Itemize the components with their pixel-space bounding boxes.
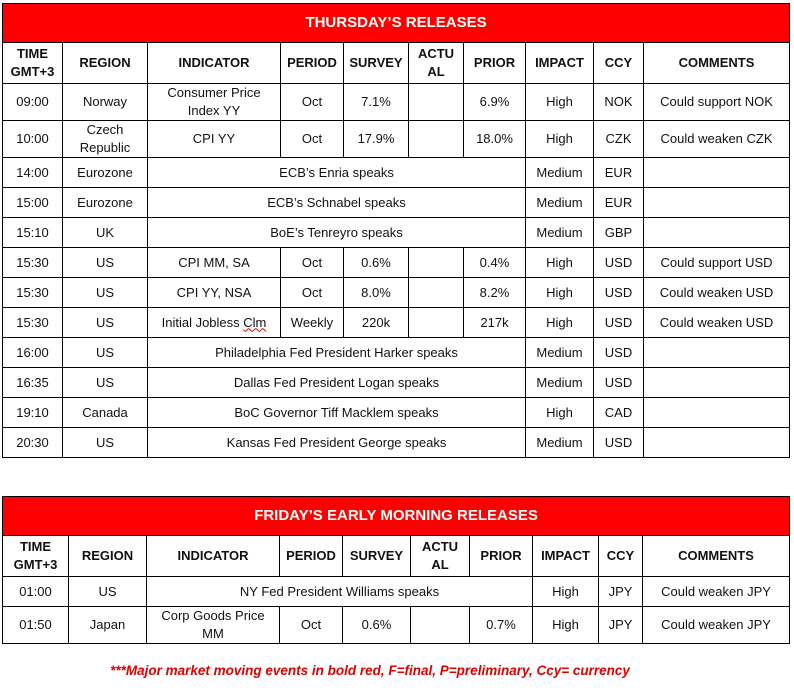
cell-time: 20:30 [3, 428, 63, 458]
cell-comments: Could weaken USD [644, 278, 790, 308]
cell-impact: Medium [526, 218, 594, 248]
header-comments: COMMENTS [643, 536, 790, 577]
header-time: TIME GMT+3 [3, 536, 69, 577]
cell-ccy: EUR [594, 188, 644, 218]
cell-period: Oct [281, 84, 344, 121]
cell-actual [409, 84, 464, 121]
cell-time: 01:50 [3, 607, 69, 644]
cell-indicator: CPI YY, NSA [148, 278, 281, 308]
cell-impact: High [526, 308, 594, 338]
footnote: ***Major market moving events in bold red, F=final, P=preliminary, Ccy= currency [110, 663, 630, 678]
cell-region: US [69, 577, 147, 607]
table-row [3, 188, 790, 218]
cell-survey: 220k [344, 308, 409, 338]
header-actual: ACTU AL [411, 536, 470, 577]
header-comments: COMMENTS [644, 43, 790, 84]
cell-actual [411, 607, 470, 644]
table-row [3, 121, 790, 158]
cell-indicator [148, 308, 281, 338]
cell-region: Eurozone [63, 158, 148, 188]
header-period: PERIOD [280, 536, 343, 577]
cell-impact: High [526, 248, 594, 278]
indicator-text: Initial Jobless [161, 314, 244, 330]
header-region: REGION [63, 43, 148, 84]
cell-impact: Medium [526, 428, 594, 458]
cell-survey: 0.6% [344, 248, 409, 278]
table-row [3, 248, 790, 278]
cell-indicator: CPI MM, SA [148, 248, 281, 278]
cell-event: ECB’s Enria speaks [148, 158, 526, 188]
cell-impact: High [526, 84, 594, 121]
table-row [3, 158, 790, 188]
cell-time: 15:30 [3, 248, 63, 278]
cell-ccy: USD [594, 428, 644, 458]
cell-actual [409, 121, 464, 158]
cell-prior: 8.2% [464, 278, 526, 308]
cell-prior: 0.4% [464, 248, 526, 278]
cell-indicator: CPI YY [148, 121, 281, 158]
cell-event: Kansas Fed President George speaks [148, 428, 526, 458]
thursday-title: THURSDAY’S RELEASES [3, 4, 790, 43]
cell-prior: 217k [464, 308, 526, 338]
cell-region: US [63, 248, 148, 278]
friday-releases-table [2, 496, 790, 644]
cell-ccy: USD [594, 338, 644, 368]
cell-time: 19:10 [3, 398, 63, 428]
cell-time: 15:30 [3, 308, 63, 338]
table-row [3, 278, 790, 308]
cell-period: Oct [281, 121, 344, 158]
indicator-text-spellcheck: Clm [243, 314, 267, 330]
cell-ccy: GBP [594, 218, 644, 248]
cell-survey: 8.0% [344, 278, 409, 308]
header-survey: SURVEY [344, 43, 409, 84]
table-row [3, 607, 790, 644]
cell-actual [409, 248, 464, 278]
header-indicator: INDICATOR [148, 43, 281, 84]
table-row [3, 308, 790, 338]
cell-region: Eurozone [63, 188, 148, 218]
cell-region: Czech Republic [63, 121, 148, 158]
cell-region: Norway [63, 84, 148, 121]
cell-ccy: JPY [599, 607, 643, 644]
cell-comments: Could weaken USD [644, 308, 790, 338]
cell-time: 14:00 [3, 158, 63, 188]
cell-region: US [63, 308, 148, 338]
table-row [3, 398, 790, 428]
header-ccy: CCY [599, 536, 643, 577]
cell-survey: 17.9% [344, 121, 409, 158]
header-impact: IMPACT [526, 43, 594, 84]
cell-event: Dallas Fed President Logan speaks [148, 368, 526, 398]
cell-survey: 0.6% [343, 607, 411, 644]
cell-time: 15:10 [3, 218, 63, 248]
cell-ccy: USD [594, 368, 644, 398]
table-header-row [3, 536, 790, 577]
cell-comments: Could support NOK [644, 84, 790, 121]
cell-region: Canada [63, 398, 148, 428]
cell-ccy: CAD [594, 398, 644, 428]
cell-survey: 7.1% [344, 84, 409, 121]
cell-comments [644, 188, 790, 218]
cell-ccy: CZK [594, 121, 644, 158]
thursday-releases-table [2, 3, 790, 458]
cell-event: BoE’s Tenreyro speaks [148, 218, 526, 248]
table-row [3, 577, 790, 607]
cell-comments [644, 368, 790, 398]
cell-impact: Medium [526, 158, 594, 188]
cell-ccy: USD [594, 308, 644, 338]
header-actual: ACTU AL [409, 43, 464, 84]
cell-event: NY Fed President Williams speaks [147, 577, 533, 607]
cell-time: 15:30 [3, 278, 63, 308]
cell-impact: High [526, 121, 594, 158]
cell-comments [644, 218, 790, 248]
cell-time: 16:00 [3, 338, 63, 368]
cell-time: 10:00 [3, 121, 63, 158]
cell-comments: Could weaken JPY [643, 577, 790, 607]
cell-period: Oct [280, 607, 343, 644]
header-survey: SURVEY [343, 536, 411, 577]
cell-ccy: EUR [594, 158, 644, 188]
cell-ccy: USD [594, 248, 644, 278]
cell-actual [409, 308, 464, 338]
header-indicator: INDICATOR [147, 536, 280, 577]
cell-region: Japan [69, 607, 147, 644]
cell-comments: Could weaken JPY [643, 607, 790, 644]
cell-indicator: Consumer Price Index YY [148, 84, 281, 121]
cell-comments [644, 428, 790, 458]
cell-prior: 18.0% [464, 121, 526, 158]
table-header-row [3, 43, 790, 84]
cell-comments: Could weaken CZK [644, 121, 790, 158]
cell-period: Oct [281, 248, 344, 278]
cell-event: BoC Governor Tiff Macklem speaks [148, 398, 526, 428]
header-period: PERIOD [281, 43, 344, 84]
cell-time: 16:35 [3, 368, 63, 398]
cell-comments [644, 158, 790, 188]
header-prior: PRIOR [464, 43, 526, 84]
table-row [3, 368, 790, 398]
cell-impact: High [533, 577, 599, 607]
cell-event: Philadelphia Fed President Harker speaks [148, 338, 526, 368]
table-row [3, 218, 790, 248]
header-prior: PRIOR [470, 536, 533, 577]
cell-event: ECB’s Schnabel speaks [148, 188, 526, 218]
cell-indicator: Corp Goods Price MM [147, 607, 280, 644]
header-region: REGION [69, 536, 147, 577]
table-row [3, 84, 790, 121]
cell-comments [644, 398, 790, 428]
cell-time: 09:00 [3, 84, 63, 121]
cell-period: Oct [281, 278, 344, 308]
cell-comments [644, 338, 790, 368]
cell-actual [409, 278, 464, 308]
table-row [3, 338, 790, 368]
table-row [3, 428, 790, 458]
cell-region: US [63, 368, 148, 398]
cell-region: US [63, 338, 148, 368]
friday-title: FRIDAY’S EARLY MORNING RELEASES [3, 497, 790, 536]
cell-impact: Medium [526, 368, 594, 398]
cell-prior: 6.9% [464, 84, 526, 121]
header-ccy: CCY [594, 43, 644, 84]
cell-ccy: USD [594, 278, 644, 308]
cell-impact: Medium [526, 338, 594, 368]
cell-impact: High [526, 278, 594, 308]
header-impact: IMPACT [533, 536, 599, 577]
cell-impact: High [526, 398, 594, 428]
cell-region: UK [63, 218, 148, 248]
cell-comments: Could support USD [644, 248, 790, 278]
cell-impact: Medium [526, 188, 594, 218]
cell-region: US [63, 278, 148, 308]
cell-period: Weekly [281, 308, 344, 338]
cell-ccy: JPY [599, 577, 643, 607]
cell-impact: High [533, 607, 599, 644]
cell-time: 15:00 [3, 188, 63, 218]
cell-time: 01:00 [3, 577, 69, 607]
cell-region: US [63, 428, 148, 458]
cell-ccy: NOK [594, 84, 644, 121]
header-time: TIME GMT+3 [3, 43, 63, 84]
cell-prior: 0.7% [470, 607, 533, 644]
